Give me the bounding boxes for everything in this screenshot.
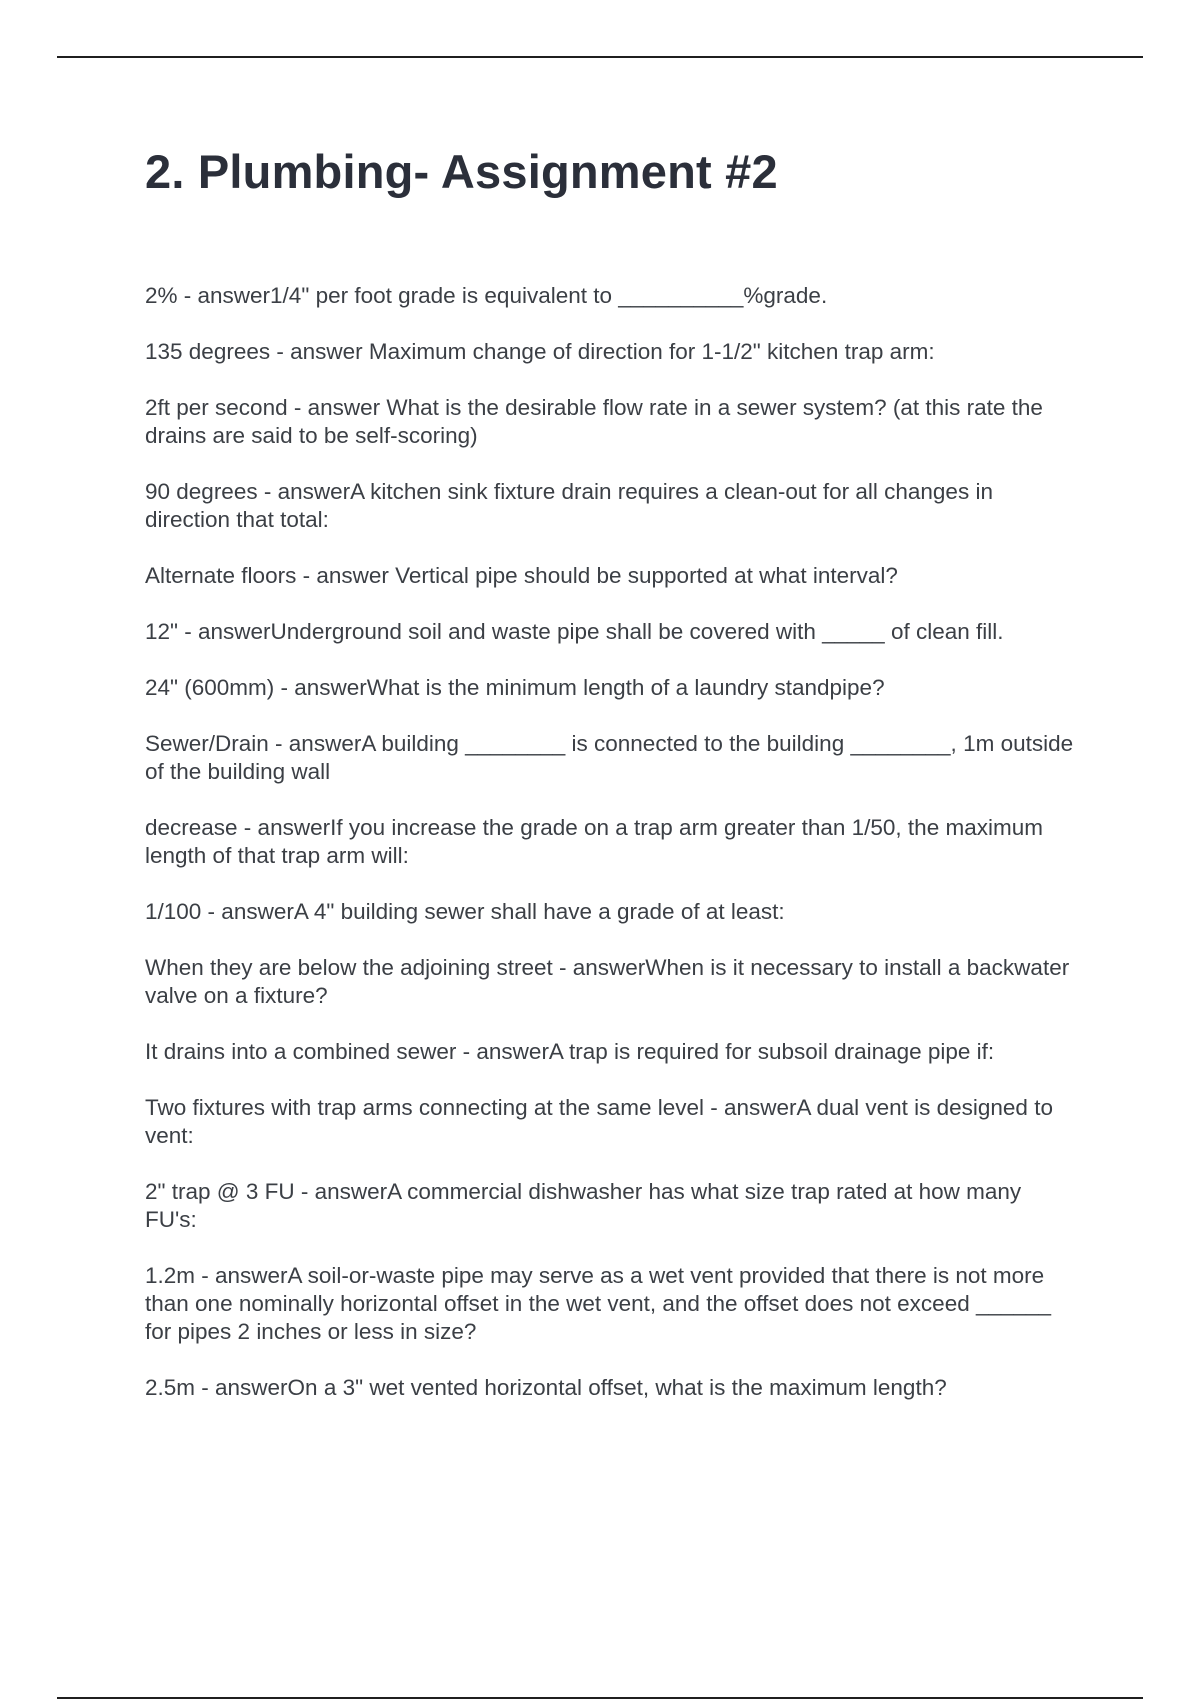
qa-item: 2% - answer1/4" per foot grade is equivalent to __________%grade. [145,283,828,308]
page-title: 2. Plumbing- Assignment #2 [145,145,778,198]
qa-item: Two fixtures with trap arms connecting at the same level - answerA dual vent is designed to vent: [145,1095,1060,1148]
bottom-rule [57,1697,1143,1699]
qa-item: When they are below the adjoining street - answerWhen is it necessary to install a backwater valve on a fixture? [145,955,1076,1008]
document-body [145,140,1080,1430]
qa-item: It drains into a combined sewer - answerA trap is required for subsoil drainage pipe if: [145,1039,995,1064]
qa-item: 2ft per second - answer What is the desirable flow rate in a sewer system? (at this rate the drains are said to be self-scoring) [145,395,1050,448]
qa-item: 135 degrees - answer Maximum change of direction for 1-1/2" kitchen trap arm: [145,339,935,364]
qa-item: decrease - answerIf you increase the grade on a trap arm greater than 1/50, the maximum length of that trap arm will: [145,815,1050,868]
qa-item: 1.2m - answerA soil-or-waste pipe may serve as a wet vent provided that there is not more than one nominally horizontal offset in the wet vent, and the offset does not exceed ______ for pipes 2 inches or less in size? [145,1263,1058,1344]
qa-item: 12" - answerUnderground soil and waste pipe shall be covered with _____ of clean fill. [145,619,1004,644]
qa-item: 1/100 - answerA 4" building sewer shall have a grade of at least: [145,899,785,924]
qa-item: 2.5m - answerOn a 3" wet vented horizontal offset, what is the maximum length? [145,1375,947,1400]
qa-item: 24" (600mm) - answerWhat is the minimum length of a laundry standpipe? [145,675,885,700]
qa-item: 90 degrees - answerA kitchen sink fixture drain requires a clean-out for all changes in direction that total: [145,479,1000,532]
qa-item: 2" trap @ 3 FU - answerA commercial dishwasher has what size trap rated at how many FU's: [145,1179,1028,1232]
qa-list [145,282,1080,1402]
qa-item: Alternate floors - answer Vertical pipe should be supported at what interval? [145,563,898,588]
top-rule [57,56,1143,58]
qa-item: Sewer/Drain - answerA building ________ is connected to the building ________, 1m outside of the building wall [145,731,1080,784]
